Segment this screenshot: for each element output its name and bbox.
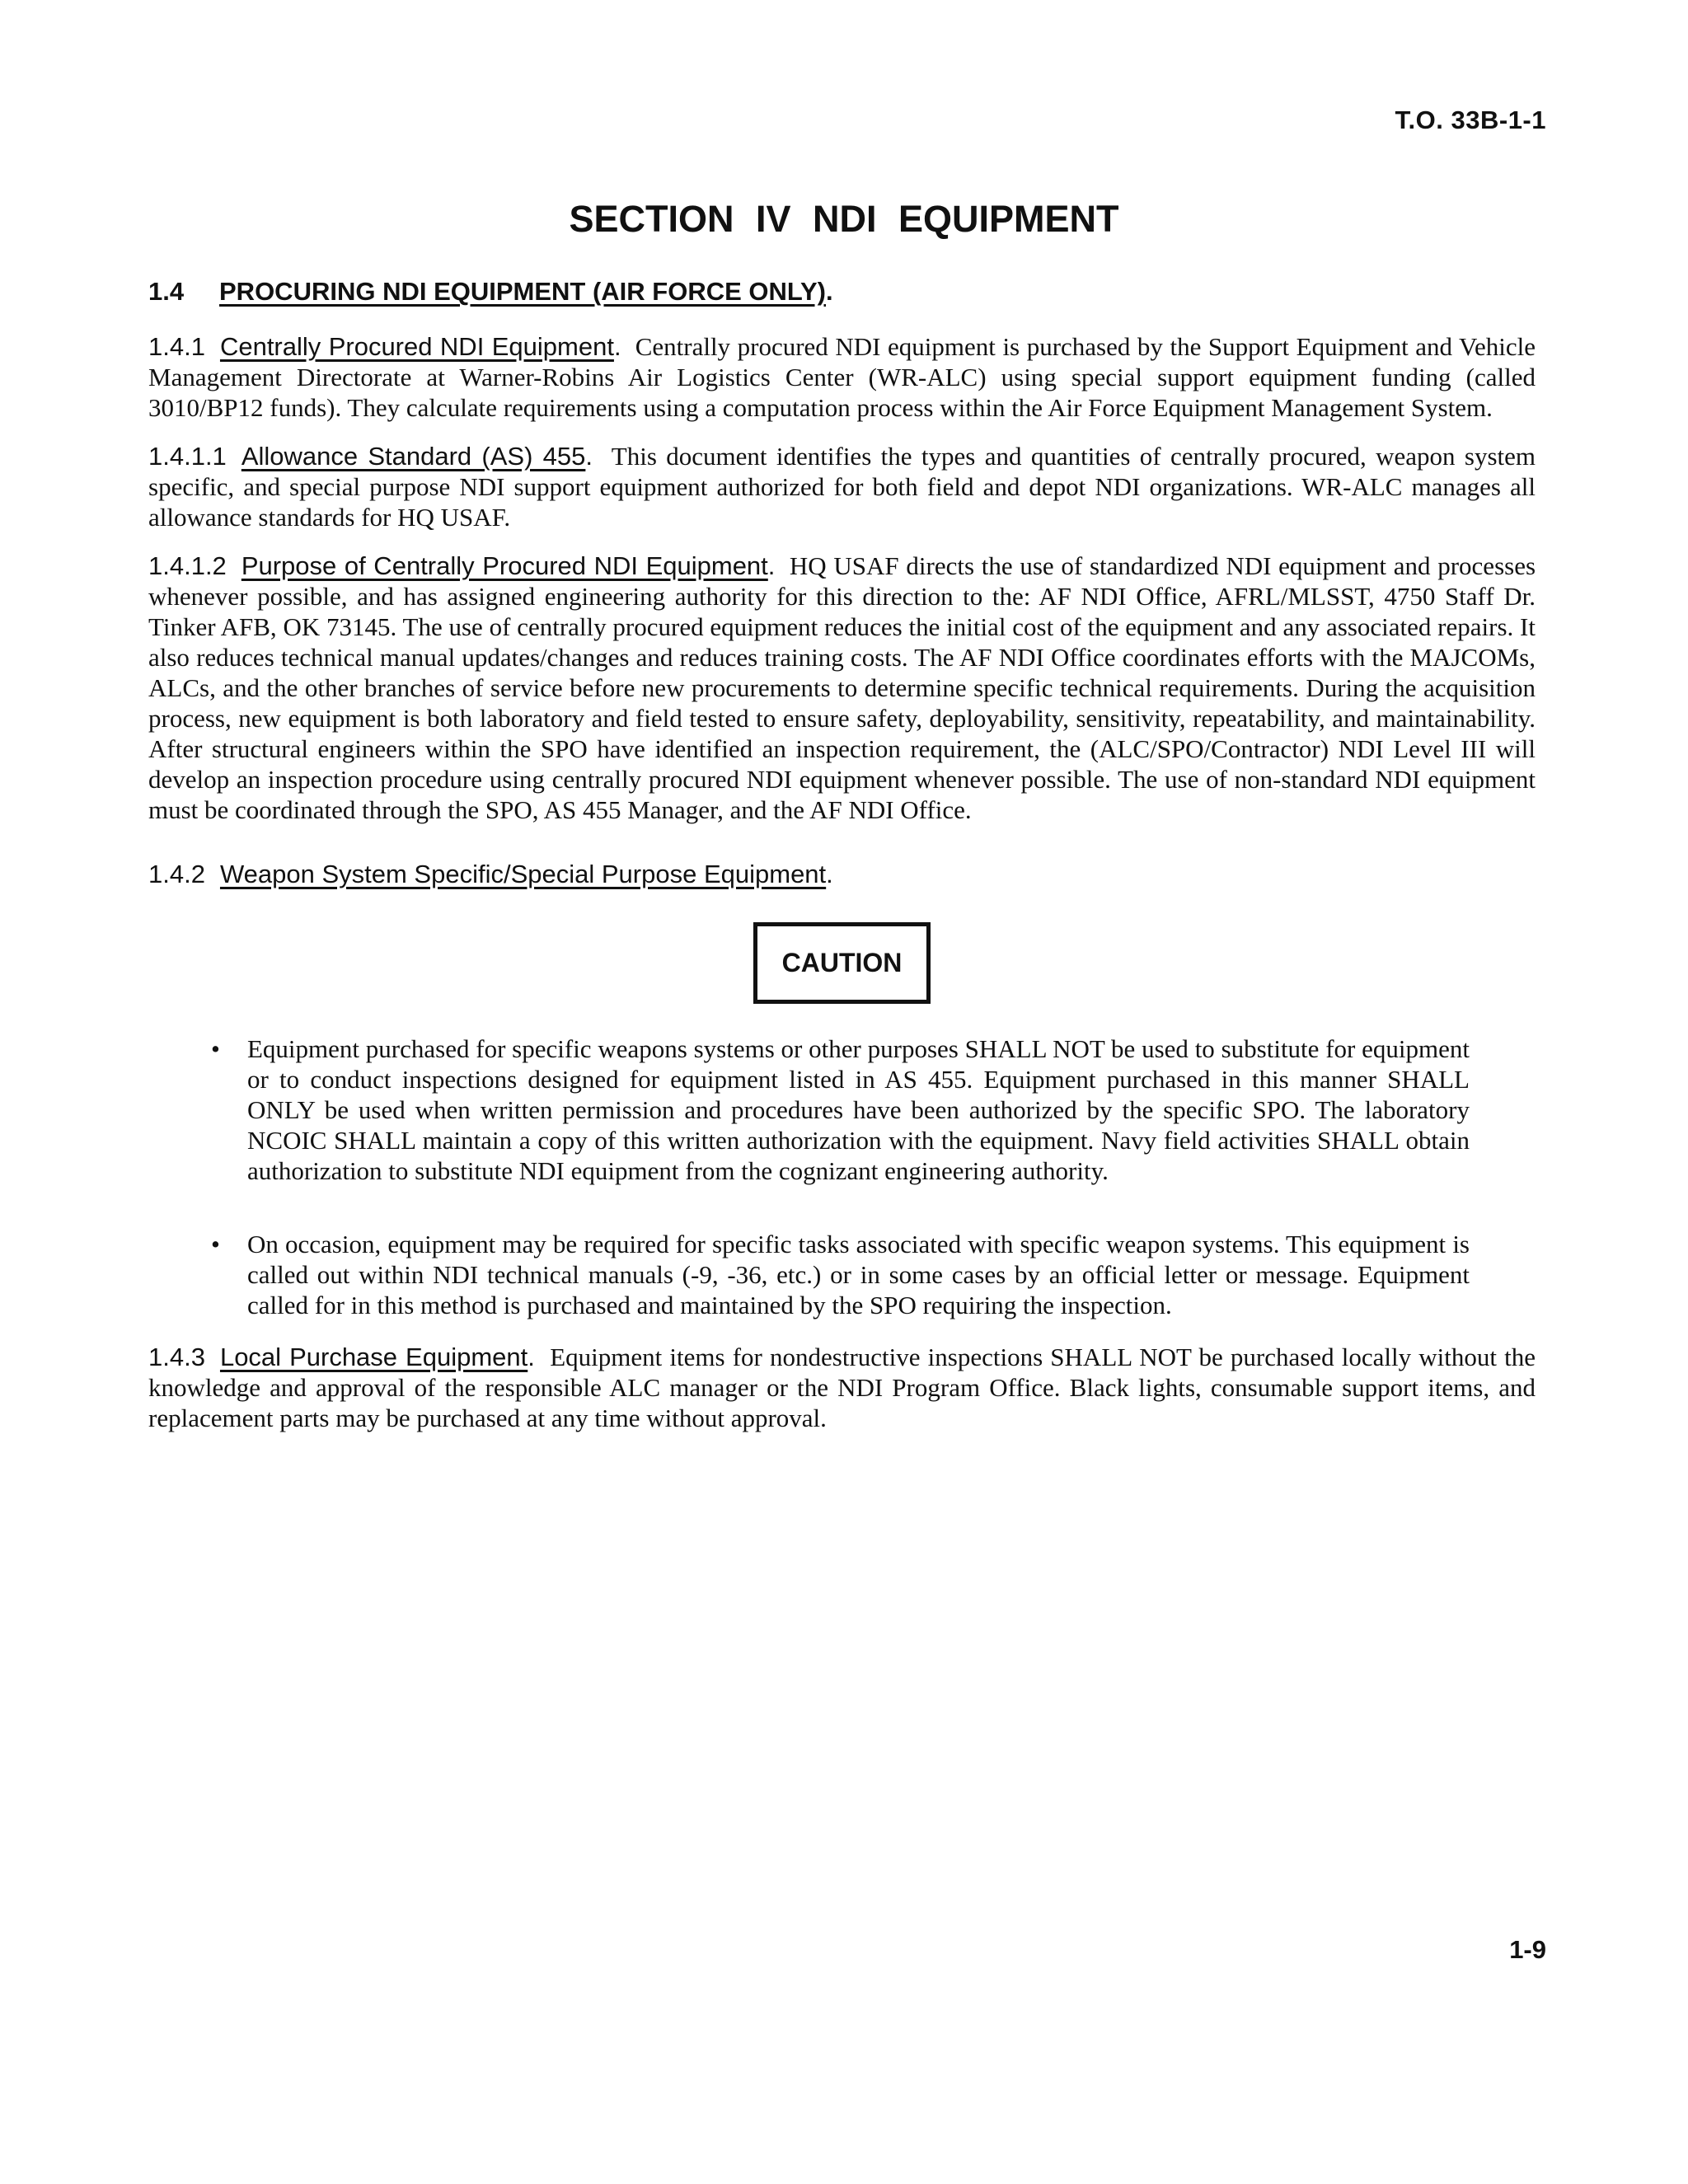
paragraph-1-4-3 [148,1342,1536,1433]
paragraph-1-4-1-2-title: Purpose of Centrally Procured NDI Equipment [241,551,768,580]
paragraph-1-4-1-1 [148,441,1536,532]
caution-bullet-1 [211,1033,1470,1186]
heading-1-4-number: 1.4 [148,277,185,306]
heading-1-4-2-period: . [826,860,833,888]
bullet-icon: • [211,1034,220,1063]
paragraph-1-4-1-2 [148,551,1536,825]
paragraph-1-4-1-text: Centrally procured NDI equipment is purchased by the Support Equipment and Vehicle Management Directorate at Warner-Robins Air Logistics Center (WR-ALC) using special support equipment funding (called 3010/BP12 funds). They calculate requirements using a computation process within the Air Force Equipment Management System. [148,332,1536,422]
paragraph-1-4-1-2-number: 1.4.1.2 [148,551,227,580]
heading-1-4 [148,277,1536,307]
paragraph-1-4-1-1-title: Allowance Standard (AS) 455 [241,442,586,471]
paragraph-1-4-1-1-text: This document identifies the types and quantities of centrally procured, weapon system specific, and special purpose NDI support equipment authorized for both field and depot NDI organizations. WR-ALC manages all allowance standards for HQ USAF. [148,442,1536,532]
paragraph-1-4-1-period: . [613,332,621,361]
paragraph-1-4-1 [148,331,1536,423]
section-title: SECTION IV NDI EQUIPMENT [569,198,1119,240]
heading-1-4-period: . [826,277,833,306]
paragraph-1-4-3-text: Equipment items for nondestructive inspections SHALL NOT be purchased locally without the knowledge and approval of the responsible ALC manager or the NDI Program Office. Black lights, consumable support items, and replacement parts may be purchased at any time without approval. [148,1343,1536,1432]
document-id: T.O. 33B-1-1 [1395,105,1546,134]
paragraph-1-4-1-1-period: . [585,442,593,471]
paragraph-1-4-3-period: . [528,1343,535,1371]
caution-bullet-1-text: Equipment purchased for specific weapons systems or other purposes SHALL NOT be used to substitute for equipment or to conduct inspections designed for equipment listed in AS 455. Equipment purchased in this manner SHALL ONLY be used when written permission and procedures have been authorized by the specific SPO. The laboratory NCOIC SHALL maintain a copy of this written authorization with the equipment. Navy field activities SHALL obtain authorization to substitute NDI equipment from the cognizant engineering authority. [247,1034,1470,1185]
content-body [148,277,1536,1451]
caution-box: CAUTION [753,922,931,1004]
paragraph-1-4-3-title: Local Purchase Equipment [219,1343,528,1371]
paragraph-1-4-1-1-number: 1.4.1.1 [148,442,227,471]
paragraph-1-4-1-2-period: . [767,551,776,580]
heading-1-4-2 [148,860,1536,889]
heading-1-4-title: PROCURING NDI EQUIPMENT (AIR FORCE ONLY) [219,277,826,306]
caution-bullet-list [148,1033,1536,1320]
paragraph-1-4-1-2-text: HQ USAF directs the use of standardized NDI equipment and processes whenever possible, and has assigned engineering authority for this direction to the: AF NDI Office, AFRL/MLSST, 4750 Staff Dr. Tinker AFB, OK 73145. The use of centrally procured equipment reduces the initial cost of the equipment and any associated repairs. It also reduces technical manual updates/changes and reduces training costs. The AF NDI Office coordinates efforts with the MAJCOMs, ALCs, and the other branches of service before new procurements to determine specific technical requirements. During the acquisition process, new equipment is both laboratory and field tested to ensure safety, deployability, sensitivity, repeatability, and maintainability. After structural engineers within the SPO have identified an inspection requirement, the (ALC/SPO/Contractor) NDI Level III will develop an inspection procedure using centrally procured NDI equipment whenever possible. The use of non-standard NDI equipment must be coordinated through the SPO, AS 455 Manager, and the AF NDI Office. [148,551,1536,824]
page-number: 1-9 [1509,1935,1546,1964]
caution-bullet-2 [211,1229,1470,1320]
heading-1-4-2-title: Weapon System Specific/Special Purpose Equipment [219,860,827,888]
paragraph-1-4-3-number: 1.4.3 [148,1343,205,1371]
paragraph-1-4-1-title: Centrally Procured NDI Equipment [219,332,614,361]
caution-container [148,922,1536,1004]
bullet-icon: • [211,1230,220,1258]
paragraph-1-4-1-number: 1.4.1 [148,332,205,361]
caution-bullet-2-text: On occasion, equipment may be required for specific tasks associated with specific weapon systems. This equipment is called out within NDI technical manuals (-9, -36, etc.) or in some cases by an official letter or message. Equipment called for in this method is purchased and maintained by the SPO requiring the inspection. [247,1230,1470,1319]
heading-1-4-2-number: 1.4.2 [148,860,205,888]
